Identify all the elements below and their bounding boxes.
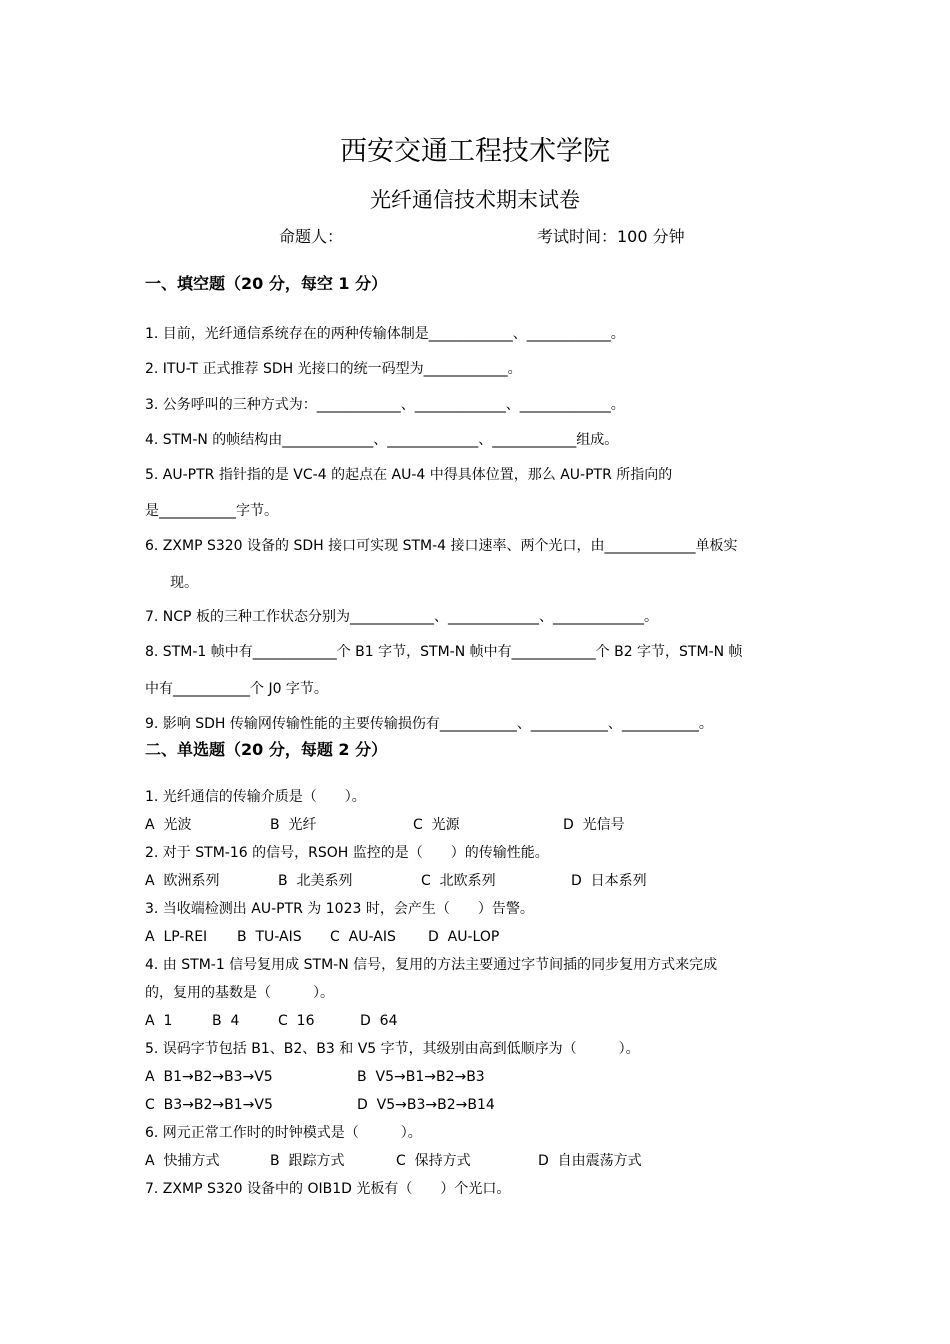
q2-option-d: D 日本系列 — [571, 873, 647, 889]
fill-question-8-cont: 中有___________个 J0 字节。 — [145, 681, 328, 697]
choice-question-2: 2. 对于 STM-16 的信号，RSOH 监控的是（ ）的传输性能。 — [145, 845, 549, 861]
q5-option-c: C B3→B2→B1→V5 — [145, 1097, 273, 1113]
q3-option-d: D AU-LOP — [428, 929, 500, 945]
q1-option-c: C 光源 — [413, 817, 460, 833]
fill-question-7: 7. NCP 板的三种工作状态分别为____________、_____________、_____________。 — [145, 609, 658, 625]
setter-label: 命题人： — [279, 227, 344, 246]
q4-option-b: B 4 — [212, 1013, 240, 1029]
q6-option-b: B 跟踪方式 — [270, 1153, 345, 1169]
fill-question-2: 2. ITU-T 正式推荐 SDH 光接口的统一码型为____________。 — [145, 361, 522, 377]
q2-option-a: A 欧洲系列 — [145, 873, 220, 889]
school-title: 西安交通工程技术学院 — [340, 136, 610, 167]
exam-title: 光纤通信技术期末试卷 — [370, 188, 580, 212]
q4-option-d: D 64 — [360, 1013, 398, 1029]
choice-question-3: 3. 当收端检测出 AU-PTR 为 1023 时，会产生（ ）告警。 — [145, 901, 534, 917]
q5-option-a: A B1→B2→B3→V5 — [145, 1069, 273, 1085]
q1-option-b: B 光纤 — [270, 817, 317, 833]
q3-option-b: B TU-AIS — [237, 929, 302, 945]
q3-option-c: C AU-AIS — [330, 929, 396, 945]
exam-time: 考试时间：100 分钟 — [537, 227, 685, 246]
choice-question-7: 7. ZXMP S320 设备中的 OIB1D 光板有（ ）个光口。 — [145, 1181, 511, 1197]
q1-option-a: A 光波 — [145, 817, 192, 833]
q6-option-c: C 保持方式 — [396, 1153, 471, 1169]
q5-option-d: D V5→B3→B2→B14 — [357, 1097, 495, 1113]
q5-option-b: B V5→B1→B2→B3 — [357, 1069, 485, 1085]
fill-question-6-cont: 现。 — [170, 575, 198, 591]
fill-question-5: 5. AU-PTR 指针指的是 VC-4 的起点在 AU-4 中得具体位置，那么 AU-PTR 所指向的 — [145, 467, 673, 483]
fill-question-1: 1. 目前，光纤通信系统存在的两种传输体制是____________、____________。 — [145, 326, 625, 342]
q3-option-a: A LP-REI — [145, 929, 208, 945]
choice-question-6: 6. 网元正常工作时的时钟模式是（ ）。 — [145, 1125, 422, 1141]
section-single-choice-heading: 二、单选题（20 分，每题 2 分） — [145, 740, 388, 759]
fill-question-5-cont: 是___________字节。 — [145, 503, 278, 519]
q1-option-d: D 光信号 — [563, 817, 625, 833]
fill-question-6: 6. ZXMP S320 设备的 SDH 接口可实现 STM-4 接口速率、两个光口，由_____________单板实 — [145, 538, 738, 554]
fill-question-9: 9. 影响 SDH 传输网传输性能的主要传输损伤有___________、___________、___________。 — [145, 716, 713, 732]
choice-question-1: 1. 光纤通信的传输介质是（ ）。 — [145, 789, 366, 805]
fill-question-3: 3. 公务呼叫的三种方式为：____________、_____________、_____________。 — [145, 397, 625, 413]
choice-question-4: 4. 由 STM-1 信号复用成 STM-N 信号，复用的方法主要通过字节间插的同步复用方式来完成 — [145, 957, 718, 973]
q6-option-a: A 快捕方式 — [145, 1153, 220, 1169]
q4-option-a: A 1 — [145, 1013, 173, 1029]
q2-option-c: C 北欧系列 — [421, 873, 496, 889]
q2-option-b: B 北美系列 — [278, 873, 353, 889]
fill-question-8: 8. STM-1 帧中有____________个 B1 字节，STM-N 帧中有____________个 B2 字节，STM-N 帧 — [145, 644, 743, 660]
q4-option-c: C 16 — [278, 1013, 315, 1029]
choice-question-4-cont: 的，复用的基数是（ ）。 — [145, 985, 334, 1001]
q6-option-d: D 自由震荡方式 — [538, 1153, 642, 1169]
choice-question-5: 5. 误码字节包括 B1、B2、B3 和 V5 字节，其级别由高到低顺序为（ ）。 — [145, 1041, 640, 1057]
section-fill-blank-heading: 一、填空题（20 分，每空 1 分） — [145, 274, 388, 293]
fill-question-4: 4. STM-N 的帧结构由_____________、_____________、____________组成。 — [145, 432, 619, 448]
